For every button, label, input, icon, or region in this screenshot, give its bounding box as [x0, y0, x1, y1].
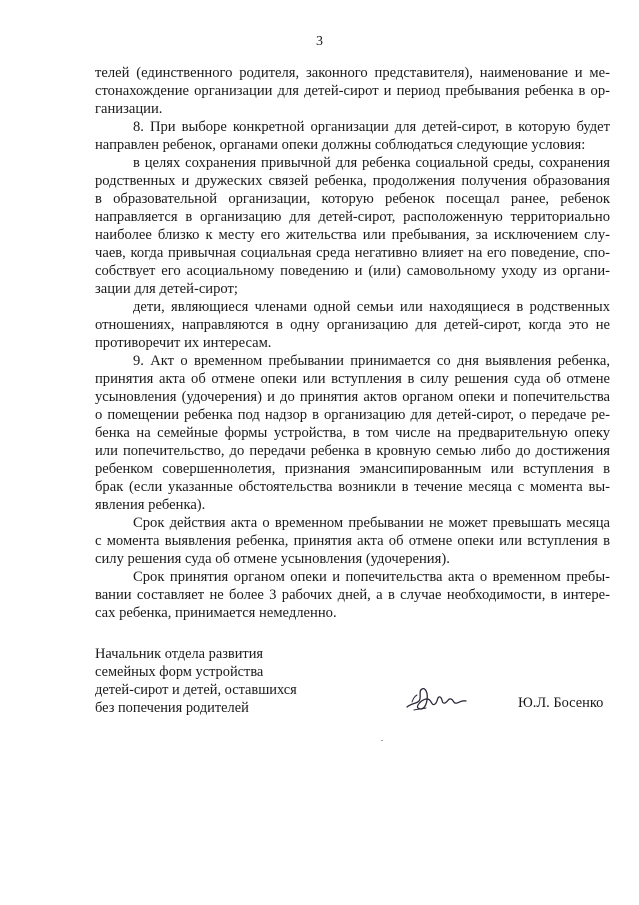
body-line: бенка на семейные формы устройства, в том числе на предварительную опеку [95, 425, 610, 441]
body-line: собствует его асоциальному поведению и (или) самовольному уходу из органи- [95, 263, 610, 279]
body-line: Срок действия акта о временном пребывании не может превышать месяца [133, 515, 610, 531]
body-line: в образовательной организации, которую ребенок посещал ранее, ребенок [95, 191, 610, 207]
body-line: стонахождение организации для детей-сирот и период пребывания ребенка в ор- [95, 83, 610, 99]
body-line: 9. Акт о временном пребывании принимается со дня выявления ребенка, [133, 353, 610, 369]
body-line: вании составляет не более 3 рабочих дней, а в случае необходимости, в интере- [95, 587, 610, 603]
body-line: чаев, когда привычная социальная среда негативно влияет на его поведение, спо- [95, 245, 610, 261]
body-line: родственных и дружеских связей ребенка, продолжения получения образования [95, 173, 610, 189]
signatory-title-line: без попечения родителей [95, 700, 249, 716]
body-line: направлен ребенок, органами опеки должны соблюдаться следующие условия: [95, 137, 586, 153]
scan-speck [381, 740, 383, 741]
body-line: телей (единственного родителя, законного представителя), наименование и ме- [95, 65, 610, 81]
body-line: о помещении ребенка под надзор в организацию для детей-сирот, о передаче ре- [95, 407, 610, 423]
body-line: Срок принятия органом опеки и попечительства акта о временном пребы- [133, 569, 610, 585]
body-line: ребенком совершеннолетия, признания эмансипированным или вступления в [95, 461, 610, 477]
body-line: силу решения суда об отмене усыновления (удочерения). [95, 551, 450, 567]
signatory-name: Ю.Л. Босенко [518, 695, 604, 711]
signatory-title-line: детей-сирот и детей, оставшихся [95, 682, 297, 698]
signatory-title-line: Начальник отдела развития [95, 646, 264, 662]
body-line: с момента выявления ребенка, принятия акта об отмене опеки или вступления в [95, 533, 610, 549]
handwritten-signature [404, 682, 470, 716]
body-line: отношениях, направляются в одну организацию для детей-сирот, когда это не [95, 317, 610, 333]
body-line: явления ребенка). [95, 497, 206, 513]
body-line: зации для детей-сирот; [95, 281, 238, 297]
body-line: ганизации. [95, 101, 163, 117]
body-line: дети, являющиеся членами одной семьи или находящиеся в родственных [133, 299, 610, 315]
body-line: в целях сохранения привычной для ребенка социальной среды, сохранения [133, 155, 610, 171]
body-line: сах ребенка, принимается немедленно. [95, 605, 337, 621]
page-number: 3 [316, 34, 323, 49]
body-line: наиболее близко к месту его жительства или пребывания, за исключением слу- [95, 227, 610, 243]
body-line: противоречит их интересам. [95, 335, 272, 351]
body-line: принятия акта об отмене опеки или вступления в силу решения суда об отмене [95, 371, 610, 387]
body-line: или попечительство, до передачи ребенка в кровную семью либо до достижения [95, 443, 610, 459]
signatory-title-line: семейных форм устройства [95, 664, 264, 680]
body-line: направляется в организацию для детей-сирот, расположенную территориально [95, 209, 610, 225]
body-line: брак (если указанные обстоятельства возникли в течение месяца с момента вы- [95, 479, 610, 495]
body-line: усыновления (удочерения) и до принятия актов органом опеки и попечительства [95, 389, 610, 405]
body-line: 8. При выборе конкретной организации для детей-сирот, в которую будет [133, 119, 610, 135]
